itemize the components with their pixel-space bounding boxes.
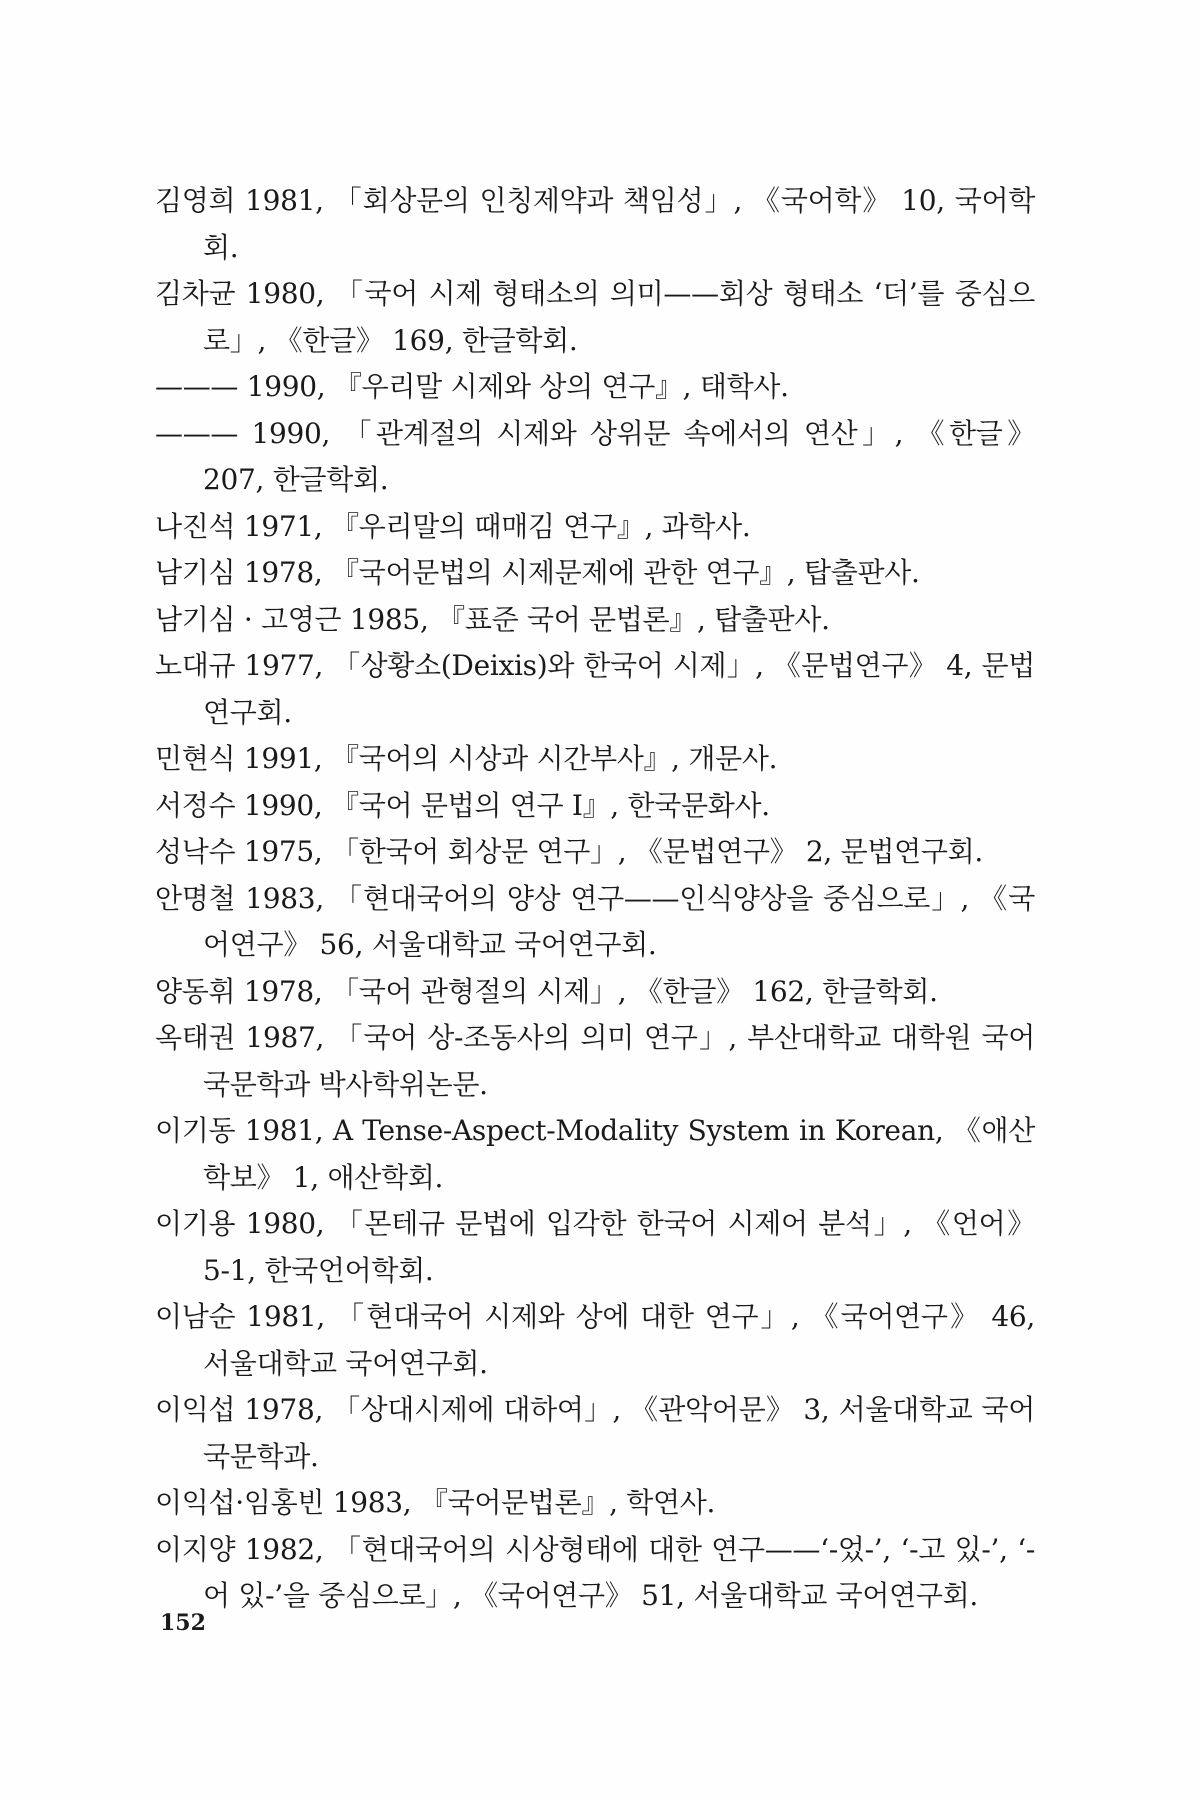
reference-entry: 이기동 1981, A Tense-Aspect-Modality System in Korean, 《애산학보》 1, 애산학회. [155, 1114, 1035, 1194]
reference-entry: 성낙수 1975, 「한국어 회상문 연구」, 《문법연구》 2, 문법연구회. [155, 835, 983, 868]
reference-list [155, 178, 1035, 1620]
reference-entry: 노대규 1977, 「상황소(Deixis)와 한국어 시제」, 《문법연구》 4, 문법연구회. [155, 649, 1035, 729]
reference-entry: 김차균 1980, 「국어 시제 형태소의 의미——회상 형태소 ‘더’를 중심으로」, 《한글》 169, 한글학회. [155, 277, 1035, 357]
reference-entry: 민현식 1991, 『국어의 시상과 시간부사』, 개문사. [155, 742, 778, 775]
reference-entry: 남기심 1978, 『국어문법의 시제문제에 관한 연구』, 탑출판사. [155, 556, 920, 589]
reference-entry: 서정수 1990, 『국어 문법의 연구 I』, 한국문화사. [155, 788, 770, 822]
reference-entry: 이익섭·임홍빈 1983, 『국어문법론』, 학연사. [155, 1486, 716, 1519]
reference-entry: 안명철 1983, 「현대국어의 양상 연구——인식양상을 중심으로」, 《국어연구》 56, 서울대학교 국어연구회. [155, 881, 1035, 961]
reference-entry: 남기심 · 고영근 1985, 『표준 국어 문법론』, 탑출판사. [155, 602, 830, 636]
reference-entry: ——— 1990, 「관계절의 시제와 상위문 속에서의 연산」, 《한글》 207, 한글학회. [155, 416, 1035, 496]
reference-entry: 이지양 1982, 「현대국어의 시상형태에 대한 연구——‘-었-’, ‘-고 있-’, ‘-어 있-’을 중심으로」, 《국어연구》 51, 서울대학교 국어연구회. [155, 1532, 1035, 1612]
reference-entry: 옥태권 1987, 「국어 상-조동사의 의미 연구」, 부산대학교 대학원 국어국문학과 박사학위논문. [155, 1021, 1035, 1101]
reference-entry: 이익섭 1978, 「상대시제에 대하여」, 《관악어문》 3, 서울대학교 국어국문학과. [155, 1393, 1035, 1473]
reference-entry: 양동휘 1978, 「국어 관형절의 시제」, 《한글》 162, 한글학회. [155, 974, 938, 1008]
reference-entry: 나진석 1971, 『우리말의 때매김 연구』, 과학사. [155, 509, 751, 543]
reference-entry: ——— 1990, 『우리말 시제와 상의 연구』, 태학사. [155, 370, 789, 403]
reference-entry: 김영희 1981, 「회상문의 인칭제약과 책임성」, 《국어학》 10, 국어학회. [155, 184, 1035, 264]
page-number: 152 [160, 1610, 206, 1636]
reference-entry: 이남순 1981, 「현대국어 시제와 상에 대한 연구」, 《국어연구》 46, 서울대학교 국어연구회. [155, 1300, 1035, 1380]
reference-entry: 이기용 1980, 「몬테규 문법에 입각한 한국어 시제어 분석」, 《언어》 5-1, 한국언어학회. [155, 1207, 1035, 1287]
